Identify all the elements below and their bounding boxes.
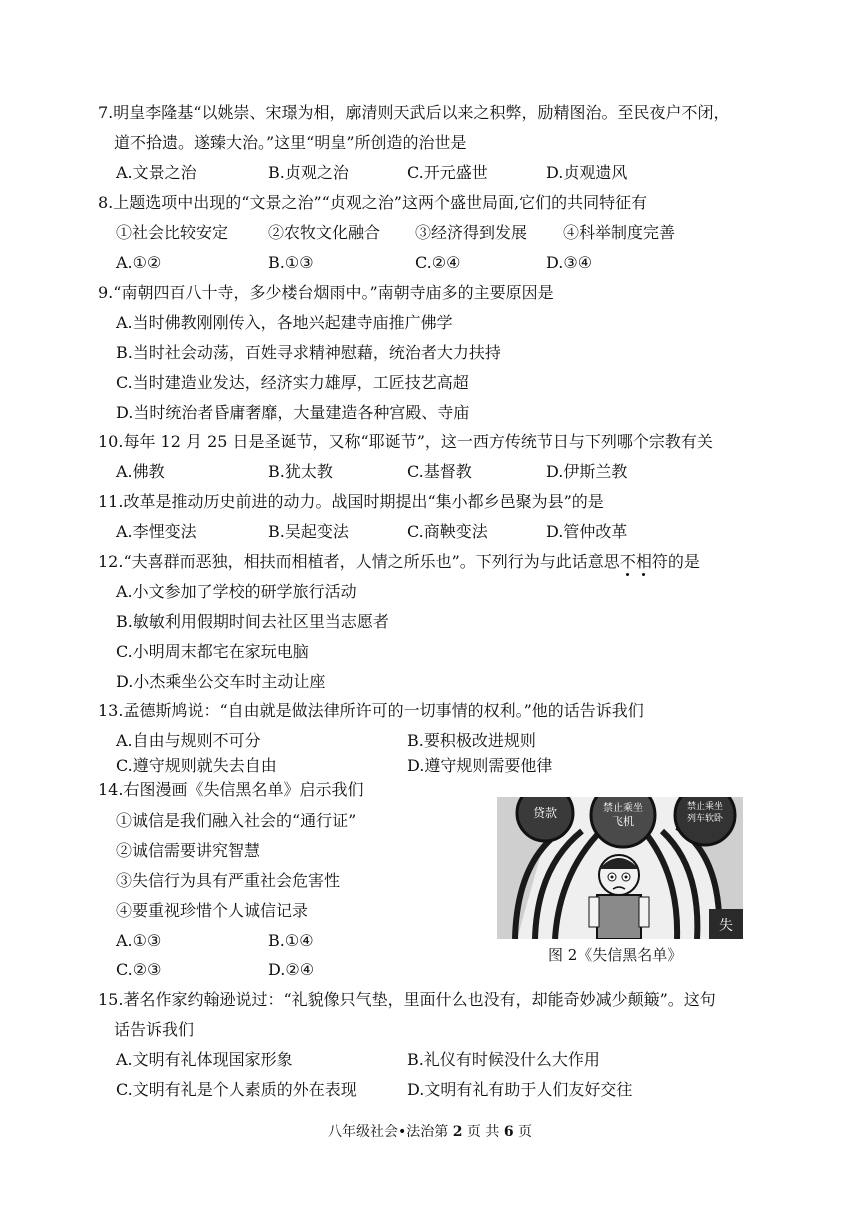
page-total: 6	[503, 1124, 514, 1140]
q12-option-d: D.小杰乘坐公交车时主动让座	[116, 672, 326, 691]
q7-option-c: C.开元盛世	[407, 163, 488, 182]
svg-text:失: 失	[719, 918, 733, 934]
figure-caption: 图 2《失信黑名单》	[548, 946, 683, 964]
q12-emphasis-char: 不	[619, 552, 636, 571]
q14-stem: 14.右图漫画《失信黑名单》启示我们	[98, 780, 364, 799]
q10-option-a: A.佛教	[116, 462, 165, 481]
q11-option-d: D.管仲改革	[546, 522, 628, 541]
q9-option-d: D.当时统治者昏庸奢靡，大量建造各种宫殿、寺庙	[116, 403, 470, 422]
sign-loan	[517, 797, 573, 841]
q9-option-b: B.当时社会动荡，百姓寻求精神慰藉，统治者大力扶持	[116, 343, 501, 362]
q11-stem: 11.改革是推动历史前进的动力。战国时期提出“集小都乡邑聚为县”的是	[98, 492, 604, 511]
q9-option-a: A.当时佛教刚刚传入，各地兴起建寺庙推广佛学	[116, 313, 453, 332]
q8-option-a: A.①②	[116, 253, 162, 272]
q12-option-c: C.小明周末都宅在家玩电脑	[116, 642, 309, 661]
sign-no-train	[675, 797, 735, 845]
cartoon-illustration	[497, 797, 743, 939]
q11-option-a: A.李悝变法	[116, 522, 197, 541]
footer-suffix: 页	[518, 1124, 533, 1140]
q14-item-2: ②诚信需要讲究智慧	[116, 841, 261, 860]
svg-text:飞机: 飞机	[612, 815, 634, 828]
q10-option-d: D.伊斯兰教	[546, 462, 628, 481]
q14-item-3: ③失信行为具有严重社会危害性	[116, 871, 341, 890]
q8-item-1: ①社会比较安定	[116, 223, 229, 242]
q14-option-a: A.①③	[116, 931, 162, 950]
q12-option-a: A.小文参加了学校的研学旅行活动	[116, 582, 357, 601]
q8-stem: 8.上题选项中出现的“文景之治”“贞观之治”这两个盛世局面,它们的共同特征有	[98, 193, 648, 212]
svg-text:贷款: 贷款	[532, 806, 558, 820]
q12-stem	[98, 551, 700, 573]
q7-option-a: A.文景之治	[116, 163, 197, 182]
q14-option-b: B.①④	[268, 931, 314, 950]
q15-stem-line2: 话告诉我们	[114, 1020, 195, 1039]
q11-option-c: C.商鞅变法	[407, 522, 488, 541]
q8-option-b: B.①③	[268, 253, 314, 272]
q8-option-d: D.③④	[546, 253, 593, 272]
q15-option-b: B.礼仪有时候没什么大作用	[407, 1050, 600, 1069]
footer-of: 页 共	[466, 1124, 500, 1140]
q12-stem-post: 符的是	[651, 552, 700, 571]
q10-stem: 10.每年 12 月 25 日是圣诞节，又称“耶诞节”，这一西方传统节日与下列哪个宗教有关	[98, 432, 713, 451]
q7-option-d: D.贞观遗风	[546, 163, 628, 182]
q13-option-d: D.遵守规则需要他律	[407, 756, 553, 775]
q7-stem-line1: 7.明皇李隆基“以姚崇、宋璟为相，廓清则天武后以来之积弊，励精图治。至民夜户不闭，	[98, 103, 730, 122]
q10-option-c: C.基督教	[407, 462, 472, 481]
footer-separator: •	[397, 1124, 407, 1140]
q15-option-c: C.文明有礼是个人素质的外在表现	[116, 1080, 357, 1099]
q14-option-d: D.②④	[268, 960, 315, 979]
q15-option-d: D.文明有礼有助于人们友好交往	[407, 1080, 633, 1099]
cartoon-blacklist-image	[497, 797, 743, 939]
q12-stem-pre: 12.“夫喜群而恶独，相扶而相植者，人情之所乐也”。下列行为与此话意思	[98, 552, 620, 571]
q11-option-b: B.吴起变法	[268, 522, 349, 541]
corner-label	[709, 909, 743, 939]
q9-option-c: C.当时建造业发达，经济实力雄厚，工匠技艺高超	[116, 373, 469, 392]
q14-item-4: ④要重视珍惜个人诚信记录	[116, 901, 309, 920]
q8-item-4: ④科举制度完善	[563, 223, 676, 242]
q12-emphasis-char-2: 相	[635, 552, 652, 571]
q7-option-b: B.贞观之治	[268, 163, 349, 182]
q13-option-c: C.遵守规则就失去自由	[116, 756, 277, 775]
q8-item-3: ③经济得到发展	[415, 223, 528, 242]
page-footer	[0, 1122, 860, 1142]
svg-text:禁止乘坐: 禁止乘坐	[603, 803, 643, 814]
q9-stem: 9.“南朝四百八十寺，多少楼台烟雨中。”南朝寺庙多的主要原因是	[98, 283, 554, 302]
footer-prefix: 八年级社会	[327, 1124, 398, 1140]
q10-option-b: B.犹太教	[268, 462, 333, 481]
q14-item-1: ①诚信是我们融入社会的“通行证”	[116, 811, 357, 830]
q8-option-c: C.②④	[415, 253, 461, 272]
q13-stem: 13.孟德斯鸠说：“自由就是做法律所许可的一切事情的权利。”他的话告诉我们	[98, 701, 644, 720]
q8-item-2: ②农牧文化融合	[268, 223, 381, 242]
sign-no-flight	[591, 797, 655, 847]
svg-text:禁止乘坐: 禁止乘坐	[686, 802, 724, 812]
q14-option-c: C.②③	[116, 960, 162, 979]
q12-option-b: B.敏敏利用假期时间去社区里当志愿者	[116, 612, 389, 631]
svg-text:列车软卧: 列车软卧	[686, 814, 724, 824]
q15-option-a: A.文明有礼体现国家形象	[116, 1050, 293, 1069]
q13-option-b: B.要积极改进规则	[407, 731, 536, 750]
q13-option-a: A.自由与规则不可分	[116, 731, 261, 750]
q7-stem-line2: 道不拾遗。遂臻大治。”这里“明皇”所创造的治世是	[114, 133, 467, 152]
footer-mid: 法治第	[406, 1124, 449, 1140]
q15-stem-line1: 15.著名作家约翰逊说过：“礼貌像只气垫，里面什么也没有，却能奇妙减少颠簸”。这句	[98, 990, 716, 1009]
page-number: 2	[452, 1124, 463, 1140]
